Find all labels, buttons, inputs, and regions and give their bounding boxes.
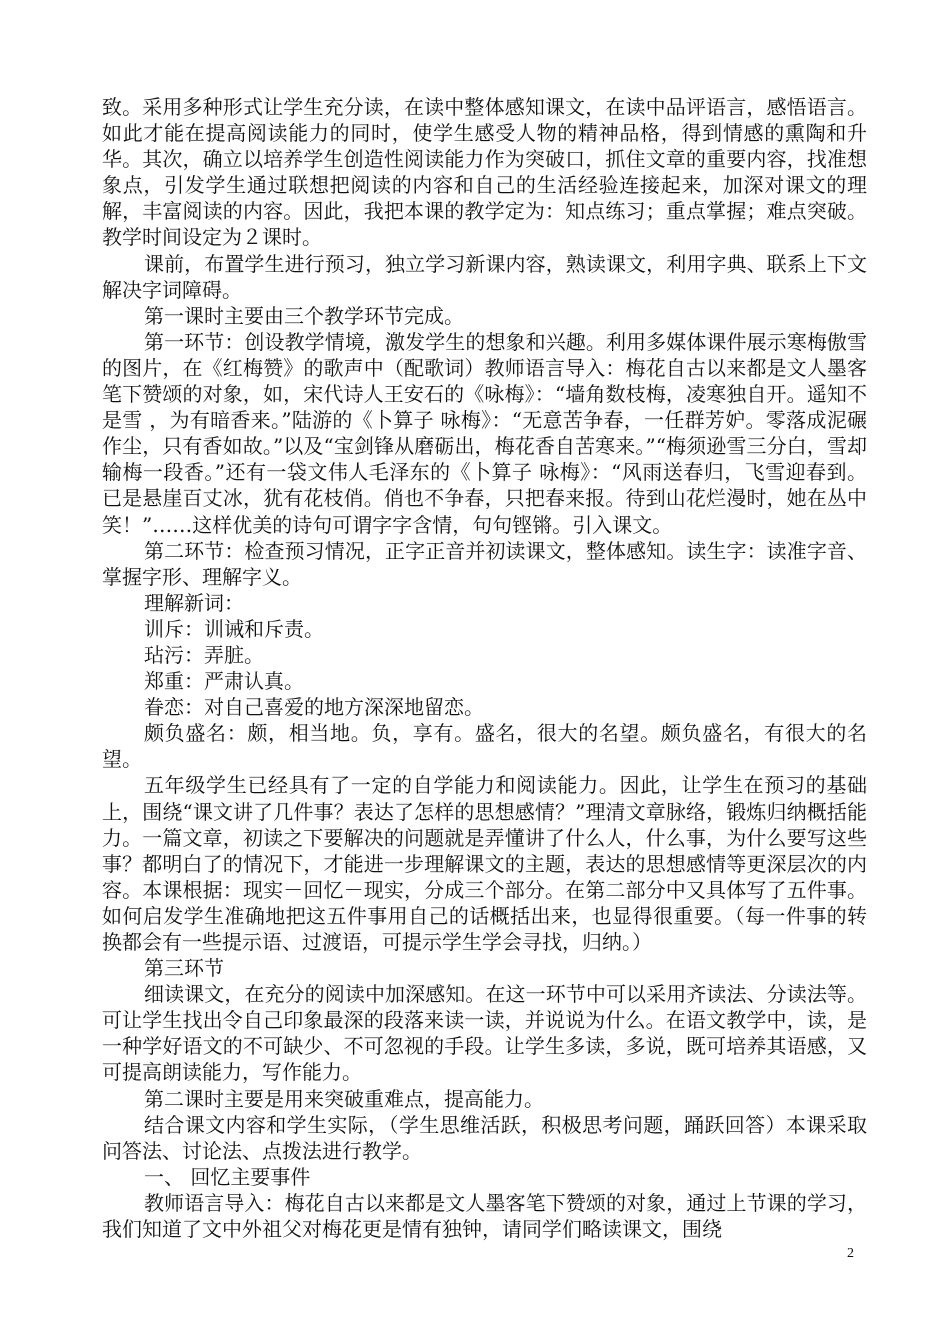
paragraph: 第一环节：创设教学情境，激发学生的想象和兴趣。利用多媒体课件展示寒梅傲雪的图片，在《红梅赞》的歌声中（配歌词）教师语言导入：梅花自古以来都是文人墨客笔下赞颂的对象，如，宋代诗人王安石的《咏梅》：“墙角数枝梅，凌寒独自开。遥知不是雪 ，为有暗香来。”陆游的《卜算子 咏梅》：“无意苦争春，一任群芳妒。零落成泥碾作尘，只有香如故。”以及“宝剑锋从磨砺出，梅花香自苦寒来。”“梅须逊雪三分白，雪却输梅一段香。”还有一袋文伟人毛泽东的《卜算子 咏梅》：“风雨送春归，飞雪迎春到。已是悬崖百丈冰，犹有花枝俏。俏也不争春，只把春来报。待到山花烂漫时，她在丛中笑！”……这样优美的诗句可谓字字含情，句句铿锵。引入课文。 [102,329,867,537]
paragraph: 第三环节 [144,956,224,981]
paragraph: 第一课时主要由三个教学环节完成。 [144,303,464,328]
paragraph: 第二环节：检查预习情况，正字正音并初读课文，整体感知。读生字：读准字音、掌握字形、理解字义。 [102,538,867,589]
paragraph: 课前，布置学生进行预习，独立学习新课内容，熟读课文，利用字典、联系上下文解决字词障碍。 [102,251,867,302]
paragraph: 结合课文内容和学生实际，（学生思维活跃，积极思考问题，踊跃回答）本课采取问答法、讨论法、点拨法进行教学。 [102,1112,867,1163]
paragraph: 理解新词： [144,590,244,615]
paragraph: 眷恋：对自己喜爱的地方深深地留恋。 [144,695,484,720]
paragraph: 细读课文，在充分的阅读中加深感知。在这一环节中可以采用齐读法、分读法等。可让学生找出令自己印象最深的段落来读一读，并说说为什么。在语文教学中，读，是一种学好语文的不可缺少、不可忽视的手段。让学生多读，多说，既可培养其语感，又可提高朗读能力，写作能力。 [102,982,867,1085]
paragraph: 致。采用多种形式让学生充分读，在读中整体感知课文，在读中品评语言，感悟语言。如此才能在提高阅读能力的同时，使学生感受人物的精神品格，得到情感的熏陶和升华。其次，确立以培养学生创造性阅读能力作为突破口，抓住文章的重要内容，找准想象点，引发学生通过联想把阅读的内容和自己的生活经验连接起来，加深对课文的理解，丰富阅读的内容。因此，我把本课的教学定为：知点练习；重点掌握；难点突破。教学时间设定为２课时。 [102,95,867,250]
document-body [102,94,867,1242]
paragraph: 教师语言导入：梅花自古以来都是文人墨客笔下赞颂的对象，通过上节课的学习，我们知道了文中外祖父对梅花更是情有独钟，请同学们略读课文，围绕 [102,1190,867,1242]
page-number: 2 [847,1246,854,1261]
paragraph: 玷污：弄脏。 [144,642,264,667]
paragraph: 第二课时主要是用来突破重难点，提高能力。 [144,1086,544,1111]
paragraph: 颇负盛名：颇，相当地。负，享有。盛名，很大的名望。颇负盛名，有很大的名望。 [102,721,867,772]
paragraph: 一、 回忆主要事件 [144,1164,311,1189]
paragraph: 训斥：训诫和斥责。 [144,616,324,641]
paragraph: 五年级学生已经具有了一定的自学能力和阅读能力。因此，让学生在预习的基础上，围绕“课文讲了几件事？表达了怎样的思想感情？”理清文章脉络，锻炼归纳概括能力。一篇文章，初读之下要解决的问题就是弄懂讲了什么人，什么事，为什么要写这些事？都明白了的情况下，才能进一步理解课文的主题，表达的思想感情等更深层次的内容。本课根据：现实－回忆－现实，分成三个部分。在第二部分中又具体写了五件事。如何启发学生准确地把这五件事用自己的话概括出来，也显得很重要。（每一件事的转换都会有一些提示语、过渡语，可提示学生学会寻找，归纳。） [102,773,867,954]
paragraph: 郑重：严肃认真。 [144,669,304,694]
